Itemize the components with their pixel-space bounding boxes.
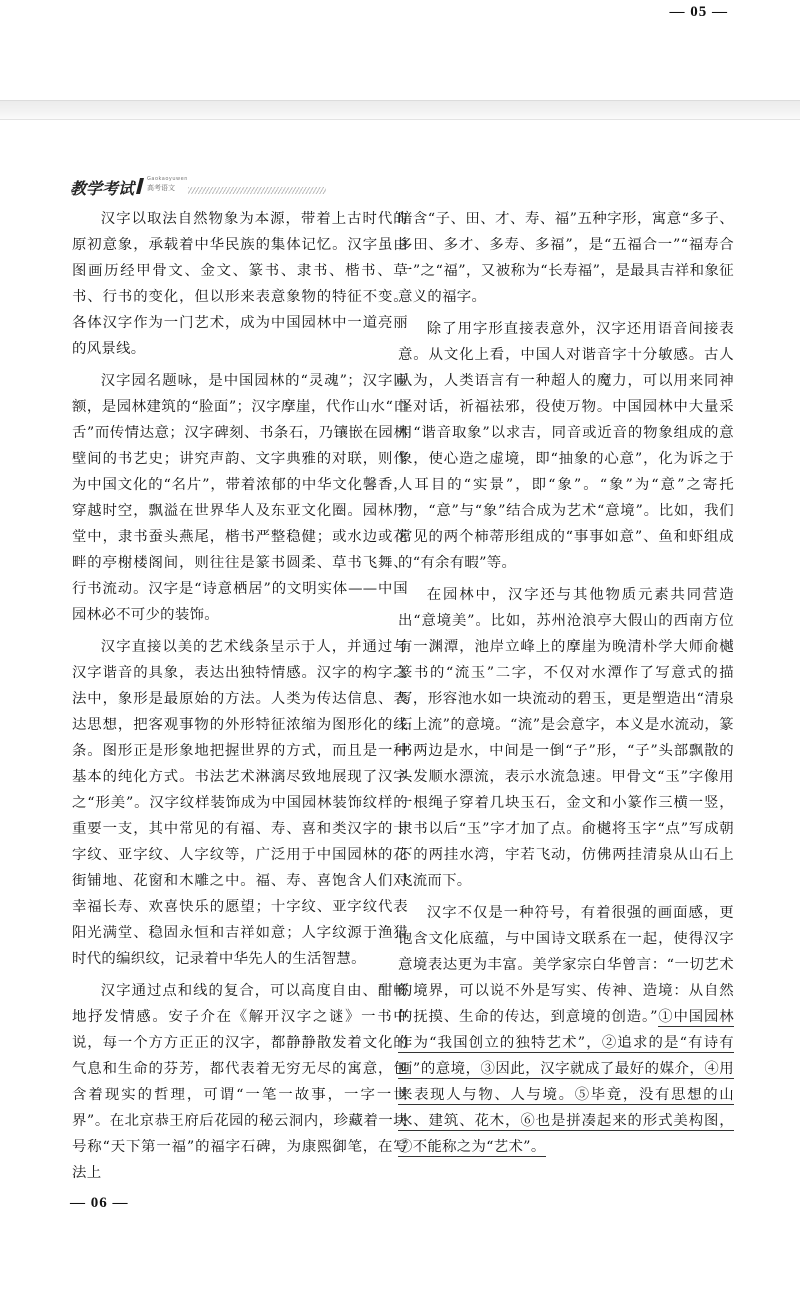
underlined-question-passage: ①中国园林作为“我国创立的独特艺术”，②追求的是“有诗有画”的意境，③因此，汉字就成了最好的媒介，④用来表现人与物、人与境。⑤毕竟，没有思想的山水、建筑、花木，⑥也是拼凑起来的形式美构图，⑦不能称之为“艺术”。 <box>398 1009 734 1155</box>
article-paragraph-final <box>398 900 734 1160</box>
article-paragraph: 汉字园名题咏，是中国园林的“灵魂”；汉字匾额，是园林建筑的“脸面”；汉字摩崖，代作山水“口舌”而传情达意；汉字碑刻、书条石，乃镶嵌在园林壁间的书艺史；讲究声韵、文字典雅的对联，则作为中国文化的“名片”，带着浓郁的中华文化馨香，穿越时空，飘溢在世界华人及东亚文化圈。园林厅堂中，隶书蚕头燕尾，楷书严整稳健；或水边或花畔的亭榭楼阁间，则往往是篆书圆柔、草书飞舞、行书流动。汉字是“诗意栖居”的文明实体——中国园林必不可少的装饰。 <box>72 373 408 623</box>
article-paragraph-continuation: 暗含“子、田、才、寿、福”五种字形，寓意“多子、多田、多才、多寿、多福”，是“五福合一”“福寿合一”之“福”，又被称为“长寿福”，是最具吉祥和象征意义的福字。 <box>398 211 734 305</box>
previous-page-number: — 05 — <box>669 4 728 20</box>
page-separator <box>0 100 800 120</box>
right-column <box>398 206 734 1160</box>
article-paragraph: 在园林中，汉字还与其他物质元素共同营造出“意境美”。比如，苏州沧浪亭大假山的西南方位有一渊潭，池岸立峰上的摩崖为晚清朴学大师俞樾篆书的“流玉”二字，不仅对水潭作了写意式的描写，形容池水如一块流动的碧玉，更是塑造出“清泉石上流”的意境。“流”是会意字，本义是水流动，篆书两边是水，中间是一倒“子”形，“子”头部飘散的头发顺水漂流，表示水流急速。甲骨文“玉”字像用一根绳子穿着几块玉石，金文和小篆作三横一竖，隶书以后“玉”字才加了点。俞樾将玉字“点”写成朝下的两挂水湾，宇若飞动，仿佛两挂清泉从山石上飞流而下。 <box>398 587 734 889</box>
article-paragraph: 汉字通过点和线的复合，可以高度自由、酣畅地抒发情感。安子介在《解开汉字之谜》一书中说，每一个方方正正的汉字，都静静散发着文化的气息和生命的芬芳，都代表着无穷无尽的寓意，包含着现实的哲理，可谓“一笔一故事，一字一世界”。在北京恭王府后花园的秘云洞内，珍藏着一块号称“天下第一福”的福字石碑，为康熙御笔，在写法上 <box>72 983 408 1181</box>
left-column <box>72 206 408 1186</box>
header-pinyin: Gaokaoyuwen <box>147 176 188 182</box>
page-number: — 06 — <box>70 1195 129 1211</box>
article-paragraph: 除了用字形直接表意外，汉字还用语音间接表意。从文化上看，中国人对谐音字十分敏感。古人认为，人类语言有一种超人的魔力，可以用来同神怪对话，祈福祛邪，役使万物。中国园林中大量采用“谐音取象”以求吉，同音或近音的物象组成的意象，使心造之虚境，即“抽象的心意”，化为诉之于人耳目的“实景”，即“象”。“象”为“意”之寄托物，“意”与“象”结合成为艺术“意境”。比如，我们常见的两个柿蒂形组成的“事事如意”、鱼和虾组成的“有余有暇”等。 <box>398 321 734 571</box>
final-paragraph-intro: 汉字不仅是一种符号，有着很强的画面感，更饱含文化底蕴，与中国诗文联系在一起，使得汉字意境表达更为丰富。美学家宗白华曾言：“一切艺术的境界，可以说不外是写实、传神、造境：从自然的抚摸、生命的传达，到意境的创造。” <box>398 905 734 1025</box>
article-paragraph: 汉字以取法自然物象为本源，带着上古时代的原初意象，承载着中华民族的集体记忆。汉字虽由图画历经甲骨文、金文、篆书、隶书、楷书、草书、行书的变化，但以形来表意象物的特征不变。各体汉字作为一门艺术，成为中国园林中一道亮丽的风景线。 <box>72 211 408 357</box>
header-hatch-decoration <box>188 187 326 194</box>
header-subtitle: 高考语文 <box>147 184 175 192</box>
previous-page-fragment <box>0 0 800 100</box>
header-slash-mark <box>136 178 144 194</box>
article-paragraph: 汉字直接以美的艺术线条呈示于人，并通过与汉字谐音的具象，表达出独特情感。汉字的构字之法中，象形是最原始的方法。人类为传达信息、表达思想，把客观事物的外形特征浓缩为图形化的线条。图形正是形象地把握世界的方式，而且是一种基本的纯化方式。书法艺术淋漓尽致地展现了汉字之“形美”。汉字纹样装饰成为中国园林装饰纹样的重要一支，其中常见的有福、寿、喜和类汉字的十字纹、亚字纹、人字纹等，广泛用于中国园林的花街铺地、花窗和木雕之中。福、寿、喜饱含人们对幸福长寿、欢喜快乐的愿望；十字纹、亚字纹代表阳光满堂、稳固永恒和吉祥如意；人字纹源于渔猎时代的编织纹，记录着中华先人的生活智慧。 <box>72 639 408 967</box>
running-header <box>70 176 340 200</box>
magazine-title: 教学考试 <box>70 179 135 198</box>
